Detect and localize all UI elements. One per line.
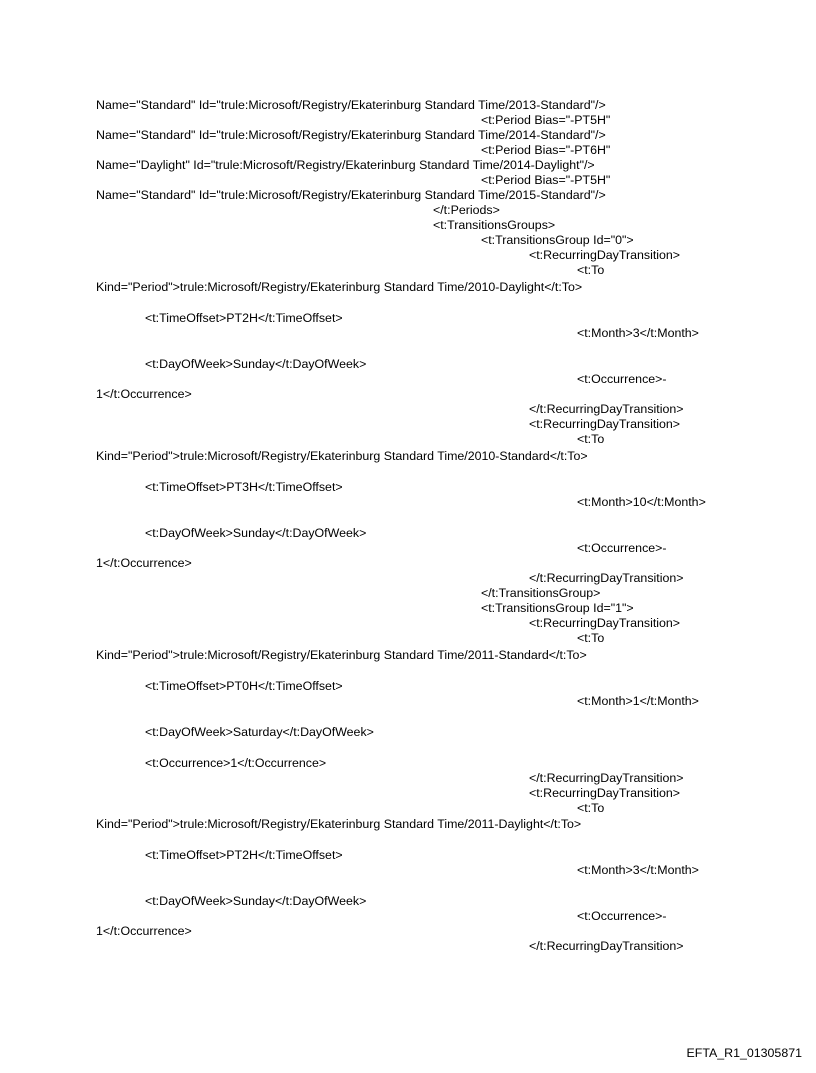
text-line: <t:TransitionsGroup Id="0"> (481, 233, 634, 247)
text-line: <t:Month>3</t:Month> (577, 326, 699, 340)
text-line: </t:RecurringDayTransition> (529, 402, 684, 416)
text-line: Name="Standard" Id="trule:Microsoft/Registry/Ekaterinburg Standard Time/2015-Standard"/> (96, 188, 606, 202)
text-line: Kind="Period">trule:Microsoft/Registry/Ekaterinburg Standard Time/2010-Daylight</t:To> (96, 280, 583, 294)
text-line: <t:RecurringDayTransition> (529, 616, 681, 630)
text-line: <t:DayOfWeek>Sunday</t:DayOfWeek> (145, 894, 367, 908)
text-line: <t:Period Bias="-PT5H" (481, 173, 611, 187)
text-line: <t:DayOfWeek>Saturday</t:DayOfWeek> (145, 725, 374, 739)
text-line: <t:Month>1</t:Month> (577, 694, 699, 708)
text-line: <t:DayOfWeek>Sunday</t:DayOfWeek> (145, 526, 367, 540)
text-line: Name="Standard" Id="trule:Microsoft/Registry/Ekaterinburg Standard Time/2013-Standard"/> (96, 98, 606, 112)
text-line: </t:RecurringDayTransition> (529, 571, 684, 585)
text-line: 1</t:Occurrence> (96, 924, 192, 938)
text-line: Name="Daylight" Id="trule:Microsoft/Registry/Ekaterinburg Standard Time/2014-Daylight"/> (96, 158, 595, 172)
text-line: <t:Period Bias="-PT6H" (481, 143, 611, 157)
text-line: <t:Occurrence>- (577, 541, 667, 555)
text-line: <t:Month>10</t:Month> (577, 495, 706, 509)
text-line: Kind="Period">trule:Microsoft/Registry/Ekaterinburg Standard Time/2011-Standard</t:To> (96, 648, 587, 662)
text-line: <t:To (577, 801, 605, 815)
text-line: <t:To (577, 631, 605, 645)
text-line: <t:TimeOffset>PT3H</t:TimeOffset> (145, 480, 343, 494)
text-line: <t:Occurrence>1</t:Occurrence> (145, 756, 327, 770)
document-id-footer: EFTA_R1_01305871 (686, 1046, 802, 1060)
text-line: <t:To (577, 263, 605, 277)
text-line: <t:TimeOffset>PT2H</t:TimeOffset> (145, 311, 343, 325)
text-line: <t:TransitionsGroup Id="1"> (481, 601, 634, 615)
text-line: <t:RecurringDayTransition> (529, 248, 681, 262)
text-line: <t:TimeOffset>PT0H</t:TimeOffset> (145, 679, 343, 693)
text-line: <t:RecurringDayTransition> (529, 417, 681, 431)
text-line: </t:RecurringDayTransition> (529, 939, 684, 953)
text-line: Name="Standard" Id="trule:Microsoft/Registry/Ekaterinburg Standard Time/2014-Standard"/> (96, 128, 606, 142)
text-line: <t:Period Bias="-PT5H" (481, 113, 611, 127)
text-line: <t:TransitionsGroups> (433, 218, 556, 232)
text-line: </t:Periods> (433, 203, 500, 217)
text-line: <t:TimeOffset>PT2H</t:TimeOffset> (145, 848, 343, 862)
text-line: Kind="Period">trule:Microsoft/Registry/Ekaterinburg Standard Time/2010-Standard</t:To> (96, 449, 588, 463)
text-line: <t:To (577, 432, 605, 446)
text-line: <t:Occurrence>- (577, 372, 667, 386)
text-line: <t:DayOfWeek>Sunday</t:DayOfWeek> (145, 357, 367, 371)
text-line: <t:RecurringDayTransition> (529, 786, 681, 800)
text-line: Kind="Period">trule:Microsoft/Registry/Ekaterinburg Standard Time/2011-Daylight</t:To> (96, 817, 582, 831)
text-line: 1</t:Occurrence> (96, 556, 192, 570)
text-line: </t:TransitionsGroup> (481, 586, 601, 600)
text-line: <t:Month>3</t:Month> (577, 863, 699, 877)
text-line: <t:Occurrence>- (577, 909, 667, 923)
text-line: </t:RecurringDayTransition> (529, 771, 684, 785)
text-line: 1</t:Occurrence> (96, 387, 192, 401)
